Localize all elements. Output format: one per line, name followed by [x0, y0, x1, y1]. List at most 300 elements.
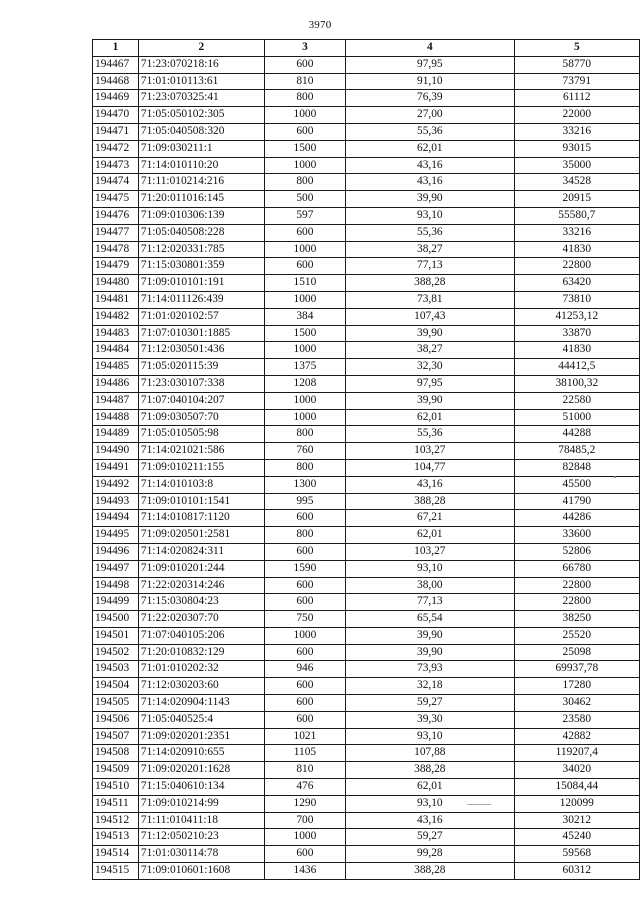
table-cell: 76,39	[346, 90, 515, 107]
table-cell: 1436	[264, 863, 345, 880]
table-cell: 71:01:010202:32	[138, 661, 264, 678]
table-cell: 194492	[93, 476, 139, 493]
table-row	[93, 392, 640, 409]
table-cell: 104,77	[346, 459, 515, 476]
table-row	[93, 846, 640, 863]
table-row	[93, 510, 640, 527]
table-cell: 194508	[93, 745, 139, 762]
table-row	[93, 308, 640, 325]
table-cell: 194475	[93, 191, 139, 208]
table-cell: 194503	[93, 661, 139, 678]
table-cell: 1500	[264, 140, 345, 157]
table-cell: 71:09:010214:99	[138, 795, 264, 812]
table-row	[93, 342, 640, 359]
table-cell: 71:05:020115:39	[138, 359, 264, 376]
table-cell: 71:09:020201:1628	[138, 762, 264, 779]
table-cell: 1105	[264, 745, 345, 762]
table-row	[93, 123, 640, 140]
table-cell: 43,16	[346, 812, 515, 829]
table-cell: 38,00	[346, 577, 515, 594]
table-cell: 99,28	[346, 846, 515, 863]
table-row	[93, 627, 640, 644]
table-row	[93, 107, 640, 124]
table-row	[93, 459, 640, 476]
table-cell: 1000	[264, 409, 345, 426]
table-cell: 107,88	[346, 745, 515, 762]
table-cell: 33216	[514, 123, 639, 140]
table-row	[93, 443, 640, 460]
table-cell: 194481	[93, 291, 139, 308]
table-cell: 71:07:010301:1885	[138, 325, 264, 342]
table-cell: 1590	[264, 560, 345, 577]
table-cell: 388,28	[346, 275, 515, 292]
table-cell: 25098	[514, 644, 639, 661]
table-cell: 194479	[93, 258, 139, 275]
table-cell: 34528	[514, 174, 639, 191]
table-row	[93, 90, 640, 107]
table-row	[93, 577, 640, 594]
table-row	[93, 291, 640, 308]
table-cell: 93015	[514, 140, 639, 157]
table-cell: 51000	[514, 409, 639, 426]
table-cell: 69937,78	[514, 661, 639, 678]
table-cell: 30462	[514, 695, 639, 712]
table-cell: 1500	[264, 325, 345, 342]
table-cell: 58770	[514, 56, 639, 73]
table-cell: 71:23:070325:41	[138, 90, 264, 107]
table-cell: 1510	[264, 275, 345, 292]
table-row	[93, 812, 640, 829]
table-row	[93, 711, 640, 728]
table-cell: 600	[264, 510, 345, 527]
table-row	[93, 140, 640, 157]
table-cell: 71:09:030211:1	[138, 140, 264, 157]
table-cell: 93,10	[346, 560, 515, 577]
column-header: 2	[138, 40, 264, 57]
table-cell: 71:09:030507:70	[138, 409, 264, 426]
table-cell: 600	[264, 594, 345, 611]
table-cell: 600	[264, 123, 345, 140]
table-cell: 810	[264, 762, 345, 779]
table-cell: 93,10	[346, 728, 515, 745]
table-cell: 194506	[93, 711, 139, 728]
table-cell: 62,01	[346, 527, 515, 544]
table-cell: 22000	[514, 107, 639, 124]
table-cell: 194515	[93, 863, 139, 880]
table-cell: 71:12:050210:23	[138, 829, 264, 846]
table-cell: 44288	[514, 426, 639, 443]
table-cell: 42882	[514, 728, 639, 745]
table-row	[93, 745, 640, 762]
table-cell: 194493	[93, 493, 139, 510]
table-cell: 41790	[514, 493, 639, 510]
table-cell: 71:23:030107:338	[138, 375, 264, 392]
table-cell: 388,28	[346, 762, 515, 779]
table-cell: 194490	[93, 443, 139, 460]
table-row	[93, 560, 640, 577]
table-cell: 600	[264, 846, 345, 863]
table-cell: 25520	[514, 627, 639, 644]
table-cell: 39,90	[346, 392, 515, 409]
table-cell: 71:05:040508:320	[138, 123, 264, 140]
table-row	[93, 258, 640, 275]
table-cell: 71:01:030114:78	[138, 846, 264, 863]
table-cell: 750	[264, 611, 345, 628]
table-cell: 800	[264, 90, 345, 107]
table-cell: 194495	[93, 527, 139, 544]
table-cell: 760	[264, 443, 345, 460]
table-cell: 73,93	[346, 661, 515, 678]
table-cell: 71:05:050102:305	[138, 107, 264, 124]
table-cell: 41830	[514, 342, 639, 359]
data-table	[92, 39, 640, 880]
table-cell: 33600	[514, 527, 639, 544]
table-row	[93, 241, 640, 258]
table-cell: 194482	[93, 308, 139, 325]
table-cell: 600	[264, 258, 345, 275]
table-cell: 1000	[264, 107, 345, 124]
table-row	[93, 191, 640, 208]
table-cell: 194514	[93, 846, 139, 863]
table-row	[93, 611, 640, 628]
table-cell: 194483	[93, 325, 139, 342]
table-cell: 71:09:010201:244	[138, 560, 264, 577]
page-number: 3970	[308, 19, 332, 31]
table-row	[93, 863, 640, 880]
table-cell: 71:05:040525:4	[138, 711, 264, 728]
table-cell: 62,01	[346, 779, 515, 796]
table-cell: 71:09:010601:1608	[138, 863, 264, 880]
table-cell: 22580	[514, 392, 639, 409]
table-cell: 71:11:010411:18	[138, 812, 264, 829]
table-cell: 22800	[514, 577, 639, 594]
table-cell: 194494	[93, 510, 139, 527]
table-row	[93, 174, 640, 191]
table-cell: 38,27	[346, 342, 515, 359]
table-cell: 22800	[514, 594, 639, 611]
table-cell: 103,27	[346, 543, 515, 560]
table-cell: 60312	[514, 863, 639, 880]
table-cell: 194476	[93, 207, 139, 224]
table-cell: 73810	[514, 291, 639, 308]
table-cell: 32,18	[346, 678, 515, 695]
table-cell: 71:01:020102:57	[138, 308, 264, 325]
table-cell: 38250	[514, 611, 639, 628]
table-row	[93, 829, 640, 846]
table-cell: 71:09:020201:2351	[138, 728, 264, 745]
table-cell: 500	[264, 191, 345, 208]
table-cell: 1290	[264, 795, 345, 812]
table-cell: 71:05:010505:98	[138, 426, 264, 443]
table-cell: 93,10	[346, 207, 515, 224]
table-cell: 45240	[514, 829, 639, 846]
table-cell: 39,90	[346, 325, 515, 342]
table-cell: 194501	[93, 627, 139, 644]
table-row	[93, 493, 640, 510]
table-row	[93, 779, 640, 796]
table-cell: 194497	[93, 560, 139, 577]
table-cell: 194478	[93, 241, 139, 258]
table-cell: 194502	[93, 644, 139, 661]
table-cell: 1000	[264, 342, 345, 359]
table-row	[93, 426, 640, 443]
table-cell: 38100,32	[514, 375, 639, 392]
table-cell: 59,27	[346, 829, 515, 846]
table-cell: 71:15:030801:359	[138, 258, 264, 275]
table-cell: 600	[264, 695, 345, 712]
table-cell: 194474	[93, 174, 139, 191]
table-cell: 194473	[93, 157, 139, 174]
table-cell: 800	[264, 426, 345, 443]
table-cell: 39,90	[346, 644, 515, 661]
table-cell: 20915	[514, 191, 639, 208]
table-row	[93, 359, 640, 376]
table-cell: 194489	[93, 426, 139, 443]
table-cell: 39,90	[346, 191, 515, 208]
table-cell: 1021	[264, 728, 345, 745]
table-cell: 71:20:011016:145	[138, 191, 264, 208]
table-cell: 67,21	[346, 510, 515, 527]
table-cell: 600	[264, 56, 345, 73]
table-cell: 71:09:010306:139	[138, 207, 264, 224]
table-cell: 119207,4	[514, 745, 639, 762]
table-cell: 71:12:020331:785	[138, 241, 264, 258]
table-cell: 194509	[93, 762, 139, 779]
table-cell: 23580	[514, 711, 639, 728]
table-cell: 194499	[93, 594, 139, 611]
table-cell: 91,10	[346, 73, 515, 90]
table-cell: 800	[264, 527, 345, 544]
table-cell: 600	[264, 644, 345, 661]
table-row	[93, 527, 640, 544]
table-cell: 1208	[264, 375, 345, 392]
table-cell: 810	[264, 73, 345, 90]
table-cell: 107,43	[346, 308, 515, 325]
table-row	[93, 661, 640, 678]
table-cell: 71:12:030501:436	[138, 342, 264, 359]
table-cell: 27,00	[346, 107, 515, 124]
table-cell: 39,30	[346, 711, 515, 728]
table-cell: 39,90	[346, 627, 515, 644]
table-cell: 71:09:010101:1541	[138, 493, 264, 510]
header-row	[93, 40, 640, 57]
column-header: 1	[93, 40, 139, 57]
table-cell: 77,13	[346, 594, 515, 611]
table-cell: 33870	[514, 325, 639, 342]
table-cell: 194491	[93, 459, 139, 476]
table-cell: 71:20:010832:129	[138, 644, 264, 661]
table-cell: 71:14:010103:8	[138, 476, 264, 493]
table-row	[93, 644, 640, 661]
table-cell: 38,27	[346, 241, 515, 258]
table-cell: 77,13	[346, 258, 515, 275]
table-row	[93, 157, 640, 174]
table-cell: 120099	[514, 795, 639, 812]
table-cell: 388,28	[346, 863, 515, 880]
table-cell: 71:23:070218:16	[138, 56, 264, 73]
table-cell: 82848	[514, 459, 639, 476]
table-cell: 71:22:020314:246	[138, 577, 264, 594]
table-row	[93, 543, 640, 560]
table-cell: 55,36	[346, 123, 515, 140]
table-cell: 97,95	[346, 56, 515, 73]
table-cell: 71:07:040104:207	[138, 392, 264, 409]
table-cell: 43,16	[346, 476, 515, 493]
table-cell: 71:14:010110:20	[138, 157, 264, 174]
table-cell: 194500	[93, 611, 139, 628]
table-cell: 52806	[514, 543, 639, 560]
table-cell: 44286	[514, 510, 639, 527]
table-cell: 32,30	[346, 359, 515, 376]
table-row	[93, 476, 640, 493]
table-cell: 71:22:020307:70	[138, 611, 264, 628]
table-cell: 45500	[514, 476, 639, 493]
table-cell: 1000	[264, 241, 345, 258]
table-cell: 1000	[264, 627, 345, 644]
table-row	[93, 695, 640, 712]
scan-speck	[614, 476, 616, 478]
table-cell: 194487	[93, 392, 139, 409]
column-header: 4	[346, 40, 515, 57]
table-cell: 55,36	[346, 426, 515, 443]
table-cell: 17280	[514, 678, 639, 695]
table-row	[93, 678, 640, 695]
table-row	[93, 224, 640, 241]
table-cell: 194507	[93, 728, 139, 745]
table-cell: 194472	[93, 140, 139, 157]
table-cell: 55,36	[346, 224, 515, 241]
table-cell: 22800	[514, 258, 639, 275]
table-cell: 194468	[93, 73, 139, 90]
table-cell: 194484	[93, 342, 139, 359]
table-cell: 800	[264, 459, 345, 476]
table-cell: 194480	[93, 275, 139, 292]
table-cell: 65,54	[346, 611, 515, 628]
table-cell: 71:01:010113:61	[138, 73, 264, 90]
table-cell: 700	[264, 812, 345, 829]
table-cell: 1375	[264, 359, 345, 376]
table-row	[93, 275, 640, 292]
table-cell: 63420	[514, 275, 639, 292]
table-cell: 71:09:010101:191	[138, 275, 264, 292]
table-cell: 103,27	[346, 443, 515, 460]
table-cell: 71:12:030203:60	[138, 678, 264, 695]
table-cell: 66780	[514, 560, 639, 577]
table-cell: 194469	[93, 90, 139, 107]
table-cell: 73,81	[346, 291, 515, 308]
table-cell: 62,01	[346, 409, 515, 426]
table-header	[93, 40, 640, 57]
table-cell: 600	[264, 711, 345, 728]
table-cell: 194486	[93, 375, 139, 392]
table-cell: 78485,2	[514, 443, 639, 460]
table-cell: 71:14:010817:1120	[138, 510, 264, 527]
table-cell: 194467	[93, 56, 139, 73]
scan-speck	[467, 804, 491, 805]
table-cell: 71:14:011126:439	[138, 291, 264, 308]
table-cell: 800	[264, 174, 345, 191]
table-cell: 71:11:010214:216	[138, 174, 264, 191]
table-cell: 71:14:021021:586	[138, 443, 264, 460]
table-cell: 97,95	[346, 375, 515, 392]
table-row	[93, 73, 640, 90]
table-row	[93, 795, 640, 812]
table-row	[93, 207, 640, 224]
table-cell: 59,27	[346, 695, 515, 712]
table-cell: 1000	[264, 829, 345, 846]
table-cell: 194504	[93, 678, 139, 695]
table-cell: 71:14:020904:1143	[138, 695, 264, 712]
table-cell: 946	[264, 661, 345, 678]
table-cell: 597	[264, 207, 345, 224]
table-cell: 71:15:040610:134	[138, 779, 264, 796]
table-cell: 41253,12	[514, 308, 639, 325]
table-cell: 194471	[93, 123, 139, 140]
table-row	[93, 762, 640, 779]
table-row	[93, 56, 640, 73]
table-cell: 71:15:030804:23	[138, 594, 264, 611]
table-cell: 600	[264, 577, 345, 594]
table-cell: 44412,5	[514, 359, 639, 376]
table-row	[93, 594, 640, 611]
table-cell: 476	[264, 779, 345, 796]
table-cell: 600	[264, 543, 345, 560]
column-header: 5	[514, 40, 639, 57]
table-cell: 388,28	[346, 493, 515, 510]
table-cell: 384	[264, 308, 345, 325]
table-cell: 194510	[93, 779, 139, 796]
table-cell: 71:07:040105:206	[138, 627, 264, 644]
table-row	[93, 728, 640, 745]
table-cell: 600	[264, 224, 345, 241]
table-cell: 71:14:020910:655	[138, 745, 264, 762]
table-row	[93, 375, 640, 392]
table-cell: 194511	[93, 795, 139, 812]
table-cell: 194505	[93, 695, 139, 712]
table-cell: 194488	[93, 409, 139, 426]
table-cell: 73791	[514, 73, 639, 90]
table-body	[93, 56, 640, 879]
table-cell: 30212	[514, 812, 639, 829]
table-cell: 194485	[93, 359, 139, 376]
table-cell: 34020	[514, 762, 639, 779]
table-row	[93, 325, 640, 342]
table-cell: 194470	[93, 107, 139, 124]
table-cell: 41830	[514, 241, 639, 258]
table-row	[93, 409, 640, 426]
table-cell: 194512	[93, 812, 139, 829]
table-cell: 194498	[93, 577, 139, 594]
table-cell: 62,01	[346, 140, 515, 157]
table-cell: 61112	[514, 90, 639, 107]
table-cell: 33216	[514, 224, 639, 241]
table-cell: 194477	[93, 224, 139, 241]
table-cell: 600	[264, 678, 345, 695]
table-cell: 93,10	[346, 795, 515, 812]
table-cell: 71:09:010211:155	[138, 459, 264, 476]
table-cell: 43,16	[346, 174, 515, 191]
table-cell: 1300	[264, 476, 345, 493]
column-header: 3	[264, 40, 345, 57]
table-cell: 71:14:020824:311	[138, 543, 264, 560]
table-cell: 995	[264, 493, 345, 510]
table-cell: 71:09:020501:2581	[138, 527, 264, 544]
table-cell: 43,16	[346, 157, 515, 174]
table-cell: 35000	[514, 157, 639, 174]
table-cell: 1000	[264, 392, 345, 409]
table-cell: 194496	[93, 543, 139, 560]
table-cell: 59568	[514, 846, 639, 863]
